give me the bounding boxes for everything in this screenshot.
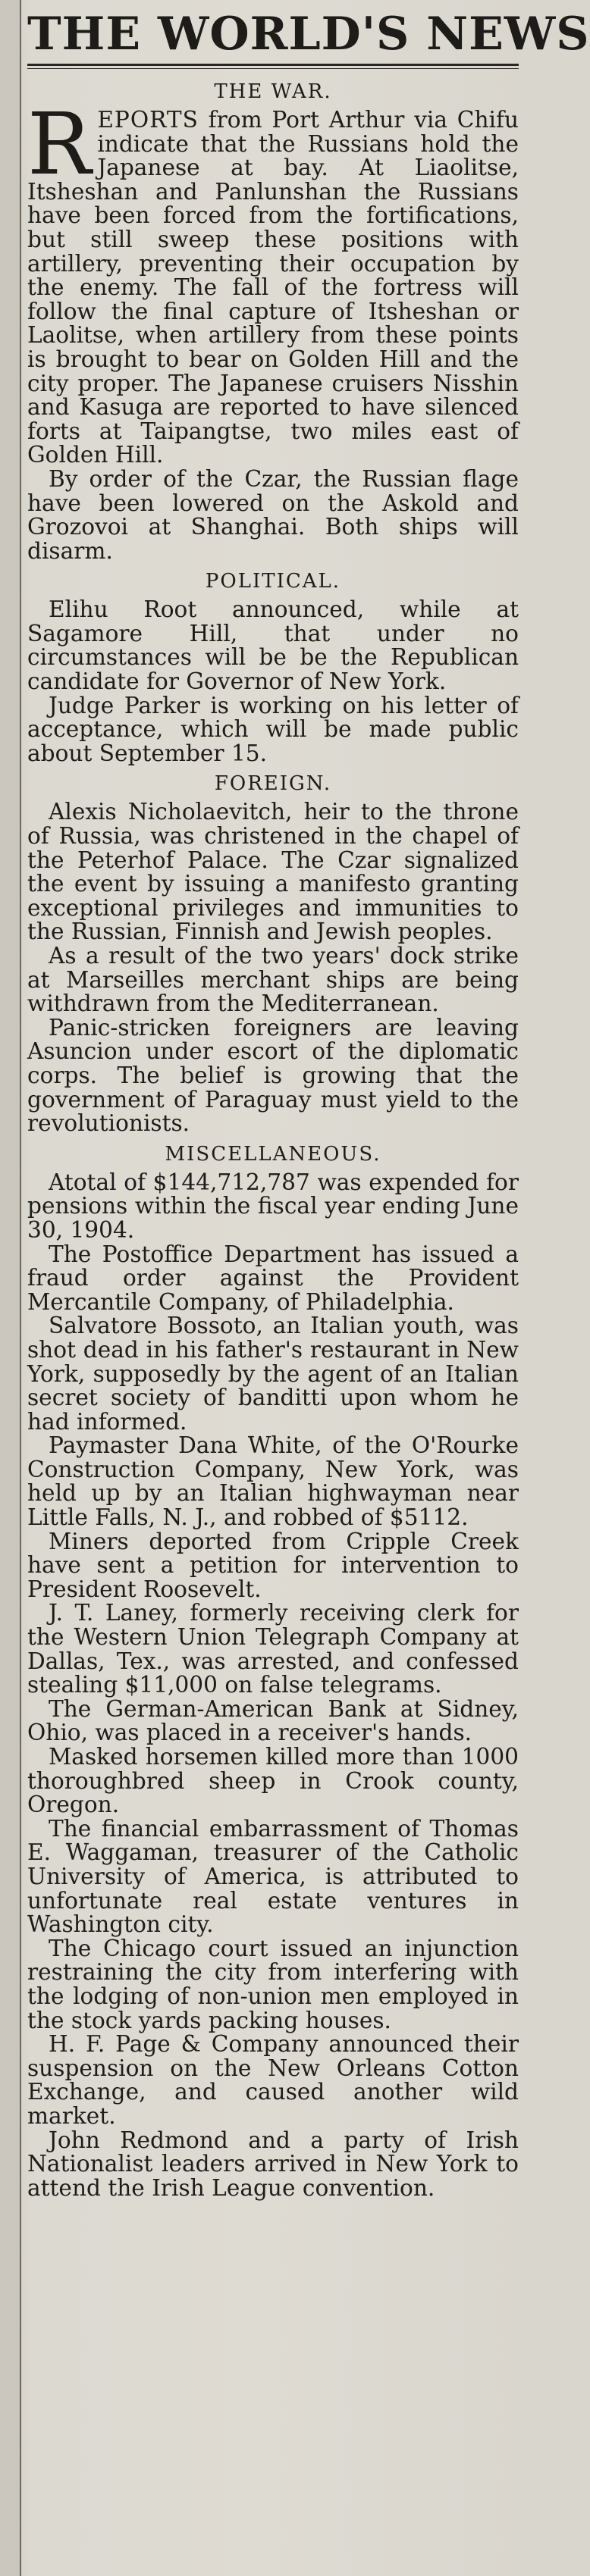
misc-paragraph-9: The financial embarrassment of Thomas E. Waggaman, treasurer of the Catholic University of America, is attributed to unfortunate real estate ventures in Washington city.: [27, 1815, 519, 1938]
misc-paragraph-5: Miners deported from Cripple Creek have sent a petition for intervention to President Roosevelt.: [27, 1528, 519, 1602]
section-heading-war: THE WAR.: [214, 80, 332, 103]
political-paragraph-2: Judge Parker is working on his letter of acceptance, which will be made public about September 15.: [27, 692, 519, 766]
drop-cap: R: [27, 95, 92, 194]
war-paragraph-1: [27, 95, 519, 468]
foreign-paragraph-3: Panic-stricken foreigners are leaving Asuncion under escort of the diplomatic corps. The belief is growing that the government of Paraguay must yield to the revolutionists.: [27, 1014, 519, 1137]
political-paragraph-1: Elihu Root announced, while at Sagamore Hill, that under no circumstances will be be the Republican candidate for Governor of New York.: [27, 596, 519, 695]
war-paragraph-1-text: from Port Arthur via Chifu indicate that the Russians hold the Japanese at bay. At Liaolitse, Itsheshan and Panlunshan the Russians have been forced from the fortifications, but still sweep these positions with artillery, preventing their occupation by the enemy. The fall of the fortress will follow the final capture of Itsheshan or Laolitse, when artillery from these points is brought to bear on Golden Hill and the city proper. The Japanese cruisers Nisshin and Kasuga are reported to have silenced forts at Taipangtse, two miles east of Golden Hill.: [27, 107, 519, 468]
section-heading-political: POLITICAL.: [205, 570, 341, 593]
news-column: [27, 0, 590, 2201]
section-heading-foreign: FOREIGN.: [214, 772, 332, 796]
misc-paragraph-10: The Chicago court issued an injunction restraining the city from interfering with the lodging of non-union men employed in the stock yards packing houses.: [27, 1935, 519, 2033]
masthead-rule: [27, 64, 519, 69]
section-heading-miscellaneous: MISCELLANEOUS.: [165, 1142, 381, 1166]
war-paragraph-2: By order of the Czar, the Russian flage have been lowered on the Askold and Grozovoi at Shanghai. Both ships will disarm.: [27, 465, 519, 564]
misc-paragraph-1: Atotal of $144,712,787 was expended for pensions within the fiscal year ending June 30, 1904.: [27, 1169, 519, 1243]
misc-paragraph-12: John Redmond and a party of Irish Nationalist leaders arrived in New York to attend the Irish League convention.: [27, 2127, 519, 2201]
misc-paragraph-2: The Postoffice Department has issued a fraud order against the Provident Mercantile Company, of Philadelphia.: [27, 1241, 519, 1315]
adjacent-column-edge: [0, 0, 21, 2576]
foreign-paragraph-2: As a result of the two years' dock strike at Marseilles merchant ships are being withdrawn from the Mediterranean.: [27, 943, 519, 1017]
masthead-title: THE WORLD'S NEWS: [27, 8, 590, 61]
lead-word: EPORTS: [97, 107, 199, 133]
misc-paragraph-3: Salvatore Bossoto, an Italian youth, was shot dead in his father's restaurant in New York, supposedly by the agent of an Italian secret society of banditti upon whom he had informed.: [27, 1313, 519, 1435]
misc-paragraph-8: Masked horsemen killed more than 1000 thoroughbred sheep in Crook county, Oregon.: [27, 1744, 519, 1818]
misc-paragraph-11: H. F. Page & Company announced their suspension on the New Orleans Cotton Exchange, and caused another wild market.: [27, 2031, 519, 2129]
misc-paragraph-4: Paymaster Dana White, of the O'Rourke Construction Company, New York, was held up by an Italian highwayman near Little Falls, N. J., and robbed of $5112.: [27, 1432, 519, 1531]
foreign-paragraph-1: Alexis Nicholaevitch, heir to the throne of Russia, was christened in the chapel of the Peterhof Palace. The Czar signalized the event by issuing a manifesto granting exceptional privileges and immunities to the Russian, Finnish and Jewish peoples.: [27, 799, 519, 945]
misc-paragraph-6: J. T. Laney, formerly receiving clerk for the Western Union Telegraph Company at Dallas, Tex., was arrested, and confessed stealing $11,000 on false telegrams.: [27, 1600, 519, 1698]
misc-paragraph-7: The German-American Bank at Sidney, Ohio, was placed in a receiver's hands.: [27, 1695, 519, 1746]
